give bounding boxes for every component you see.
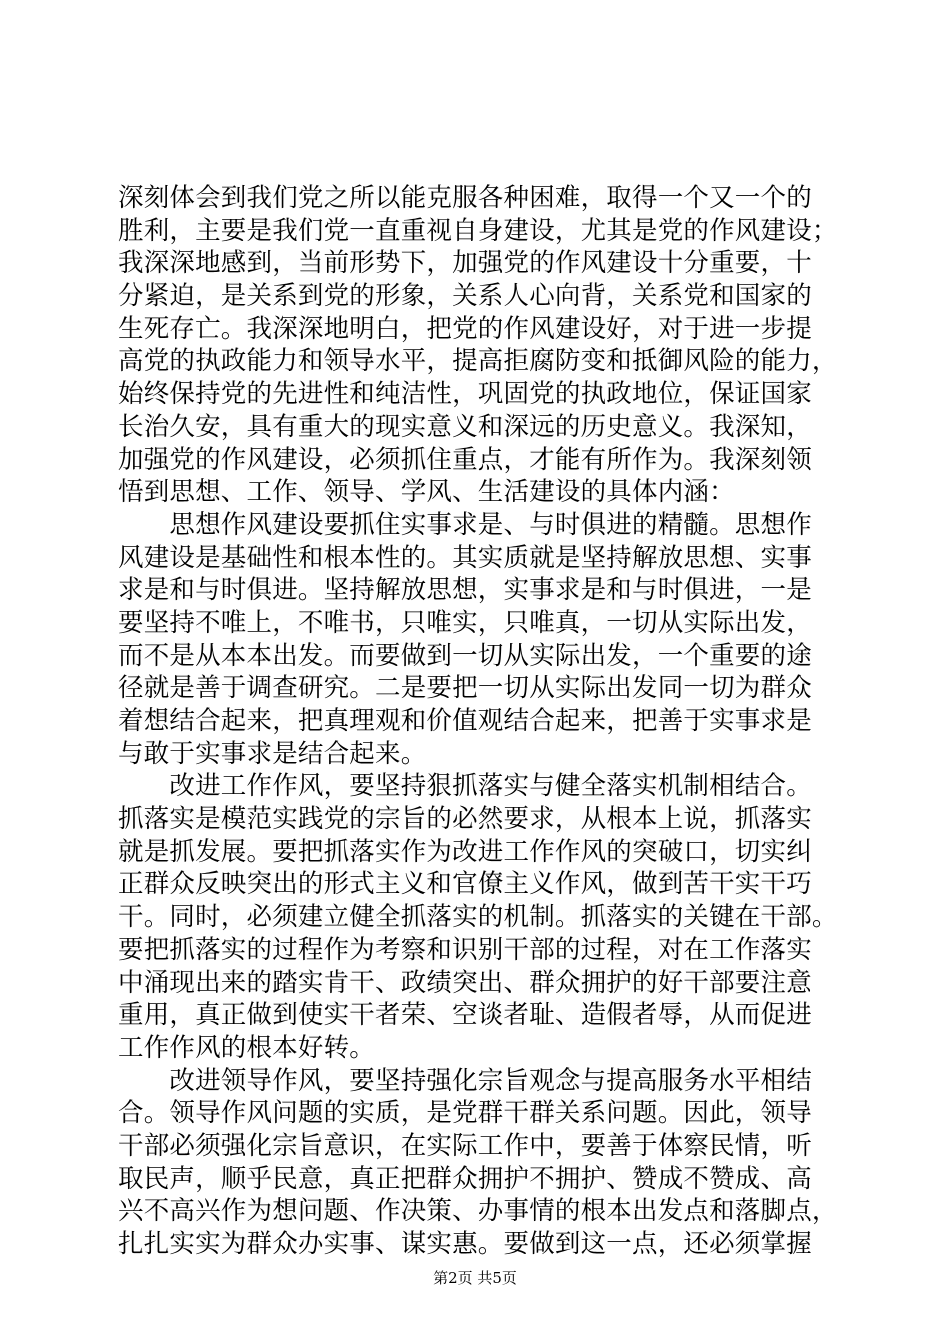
text-line: 兴不高兴作为想问题、作决策、办事情的根本出发点和落脚点，	[118, 1196, 838, 1227]
text-line: 加强党的作风建设，必须抓住重点，才能有所作为。我深刻领	[118, 444, 812, 475]
text-line: 重用，真正做到使实干者荣、空谈者耻、造假者辱，从而促进	[118, 1000, 812, 1031]
text-line: 生死存亡。我深深地明白，把党的作风建设好，对于进一步提	[118, 313, 812, 344]
text-line: 始终保持党的先进性和纯洁性，巩固党的执政地位，保证国家	[118, 379, 812, 410]
text-line: 思想作风建设要抓住实事求是、与时俱进的精髓。思想作	[118, 509, 812, 540]
text-line: 合。领导作风问题的实质，是党群干群关系问题。因此，领导	[118, 1098, 812, 1129]
text-line: 胜利，主要是我们党一直重视自身建设，尤其是党的作风建设；	[118, 215, 838, 246]
text-line: 着想结合起来，把真理观和价值观结合起来，把善于实事求是	[118, 706, 812, 736]
text-line: 改进工作作风，要坚持狠抓落实与健全落实机制相结合。	[118, 771, 812, 802]
text-line: 取民声，顺乎民意，真正把群众拥护不拥护、赞成不赞成、高	[118, 1163, 812, 1194]
text-line: 干。同时，必须建立健全抓落实的机制。抓落实的关键在干部。	[118, 902, 838, 933]
text-line: 扎扎实实为群众办实事、谋实惠。要做到这一点，还必须掌握	[118, 1229, 812, 1259]
text-line: 径就是善于调查研究。二是要把一切从实际出发同一切为群众	[118, 673, 812, 704]
text-line: 工作作风的根本好转。	[118, 1032, 376, 1063]
text-line: 风建设是基础性和根本性的。其实质就是坚持解放思想、实事	[118, 542, 812, 573]
text-line: 而不是从本本出发。而要做到一切从实际出发，一个重要的途	[118, 640, 812, 671]
text-line: 与敢于实事求是结合起来。	[118, 738, 427, 769]
text-line: 高党的执政能力和领导水平，提高拒腐防变和抵御风险的能力，	[118, 346, 838, 377]
document-body	[118, 182, 838, 1261]
text-line: 悟到思想、工作、领导、学风、生活建设的具体内涵：	[118, 477, 735, 508]
text-line: 干部必须强化宗旨意识，在实际工作中，要善于体察民情，听	[118, 1130, 812, 1161]
text-line: 改进领导作风，要坚持强化宗旨观念与提高服务水平相结	[118, 1065, 812, 1096]
text-line: 正群众反映突出的形式主义和官僚主义作风，做到苦干实干巧	[118, 869, 812, 900]
text-line: 求是和与时俱进。坚持解放思想，实事求是和与时俱进，一是	[118, 575, 812, 606]
page-number-footer: 第2页 共5页	[433, 1269, 517, 1287]
text-line: 深刻体会到我们党之所以能克服各种困难，取得一个又一个的	[118, 183, 812, 213]
text-line: 长治久安，具有重大的现实意义和深远的历史意义。我深知，	[118, 411, 812, 442]
text-line: 就是抓发展。要把抓落实作为改进工作作风的突破口，切实纠	[118, 836, 812, 867]
text-line: 我深深地感到，当前形势下，加强党的作风建设十分重要，十	[118, 248, 812, 279]
text-line: 抓落实是模范实践党的宗旨的必然要求，从根本上说，抓落实	[118, 804, 812, 835]
text-line: 中涌现出来的踏实肯干、政绩突出、群众拥护的好干部要注意	[118, 967, 812, 998]
text-line: 要把抓落实的过程作为考察和识别干部的过程，对在工作落实	[118, 934, 812, 965]
text-line: 要坚持不唯上，不唯书，只唯实，只唯真，一切从实际出发，	[118, 607, 812, 638]
text-line: 分紧迫，是关系到党的形象，关系人心向背，关系党和国家的	[118, 281, 812, 312]
